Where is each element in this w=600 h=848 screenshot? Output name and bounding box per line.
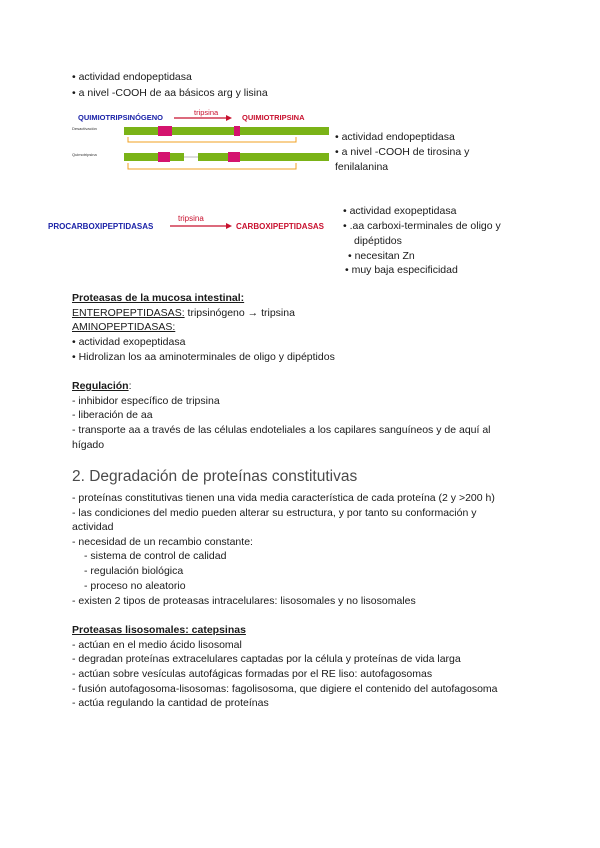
d2-note-2: • .aa carboxi-terminales de oligo y <box>343 220 501 233</box>
row1-cut-1 <box>158 126 172 136</box>
row2-bracket <box>128 163 296 169</box>
d1-note-1: • actividad endopeptidasa <box>335 131 455 144</box>
regulacion-line-3-cont: hígado <box>72 439 105 451</box>
intro-bullet-2: • a nivel -COOH de aa básicos arg y lisina <box>72 87 268 100</box>
row2-label: Quimotripsina <box>72 152 97 157</box>
arrow-head-2 <box>226 223 232 229</box>
chymotrypsinogen-title: QUIMIOTRIPSINÓGENO <box>78 113 164 122</box>
lisosomales-line-4: - fusión autofagosoma-lisosomas: fagolisosoma, que digiere el contenido del autofagosoma <box>72 683 498 695</box>
lisosomales-line-3: - actúan sobre vesículas autofágicas formadas por el RE liso: autofagosomas <box>72 668 433 680</box>
lisosomales-line-2: - degradan proteínas extracelulares captadas por la célula y proteínas de vida larga <box>72 653 461 665</box>
section2-line-2-cont: actividad <box>72 521 114 533</box>
lisosomales-line-1: - actúan en el medio ácido lisosomal <box>72 639 242 651</box>
chymotrypsinogen-diagram <box>66 106 338 186</box>
row2-cut-1 <box>158 152 170 162</box>
enteropeptidase-line <box>72 307 295 320</box>
d1-note-2: • a nivel -COOH de tirosina y <box>335 146 469 159</box>
d2-note-2-cont: dipéptidos <box>354 235 402 247</box>
chymotrypsinogen-svg <box>66 106 338 186</box>
d2-note-3: • necesitan Zn <box>348 250 415 263</box>
row2-cut-2 <box>228 152 240 162</box>
regulacion-line-2: - liberación de aa <box>72 409 153 421</box>
row1-bar <box>124 127 329 135</box>
lisosomales-heading: Proteasas lisosomales: catepsinas <box>72 624 246 636</box>
lisosomales-line-5: - actúa regulando la cantidad de proteínas <box>72 697 269 709</box>
procarboxypeptidase-svg <box>48 212 338 236</box>
section2-sub-1: - sistema de control de calidad <box>84 550 227 562</box>
row1-bracket <box>128 137 296 142</box>
intro-bullet-1: • actividad endopeptidasa <box>72 71 192 84</box>
mucosa-bullet-1: • actividad exopeptidasa <box>72 336 185 349</box>
section2-line-2: - las condiciones del medio pueden alterar su estructura, y por tanto su conformación y <box>72 507 477 519</box>
section2-title: 2. Degradación de proteínas constitutivas <box>72 468 358 485</box>
d2-note-4: • muy baja especificidad <box>345 264 458 277</box>
d2-note-1: • actividad exopeptidasa <box>343 205 456 218</box>
aminopeptidase-label: AMINOPEPTIDASAS: <box>72 321 176 333</box>
regulacion-line-3: - transporte aa a través de las células endoteliales a los capilares sanguíneos y de aquí al <box>72 424 491 436</box>
row1-cut-2 <box>234 126 240 136</box>
procarboxypeptidase-diagram <box>48 212 338 236</box>
row2-bar-1 <box>124 153 184 161</box>
mucosa-bullet-2: • Hidrolizan los aa aminoterminales de oligo y dipéptidos <box>72 351 335 364</box>
section2-sub-2: - regulación biológica <box>84 565 184 577</box>
arrow-label-tripsina-1: tripsina <box>194 108 219 117</box>
section2-line-1: - proteínas constitutivas tienen una vida media característica de cada proteína (2 y >200 h) <box>72 492 495 504</box>
mucosa-heading: Proteasas de la mucosa intestinal: <box>72 292 245 304</box>
d1-note-2-cont: fenilalanina <box>335 161 389 173</box>
section2-sub-3: - proceso no aleatorio <box>84 580 186 592</box>
chymotrypsin-title: QUIMIOTRIPSINA <box>242 113 305 122</box>
regulacion-colon: : <box>128 380 132 392</box>
regulacion-line-1: - inhibidor específico de tripsina <box>72 395 220 407</box>
carboxypeptidase-title: CARBOXIPEPTIDASAS <box>236 222 325 231</box>
arrow-head-1 <box>226 115 232 121</box>
regulacion-heading-line <box>72 380 132 393</box>
procarboxypeptidase-title: PROCARBOXIPEPTIDASAS <box>48 222 154 231</box>
enteropeptidase-label: ENTEROPEPTIDASAS: <box>72 307 185 319</box>
row1-label: Desactivación <box>72 126 97 131</box>
enteropeptidase-text: tripsinógeno → tripsina <box>184 307 295 319</box>
row2-bar-2 <box>198 153 228 161</box>
regulacion-heading: Regulación <box>72 380 129 392</box>
row2-bar-3 <box>234 153 329 161</box>
arrow-label-tripsina-2: tripsina <box>178 214 204 223</box>
section2-line-3: - necesidad de un recambio constante: <box>72 536 253 548</box>
section2-line-4: - existen 2 tipos de proteasas intracelulares: lisosomales y no lisosomales <box>72 595 416 607</box>
